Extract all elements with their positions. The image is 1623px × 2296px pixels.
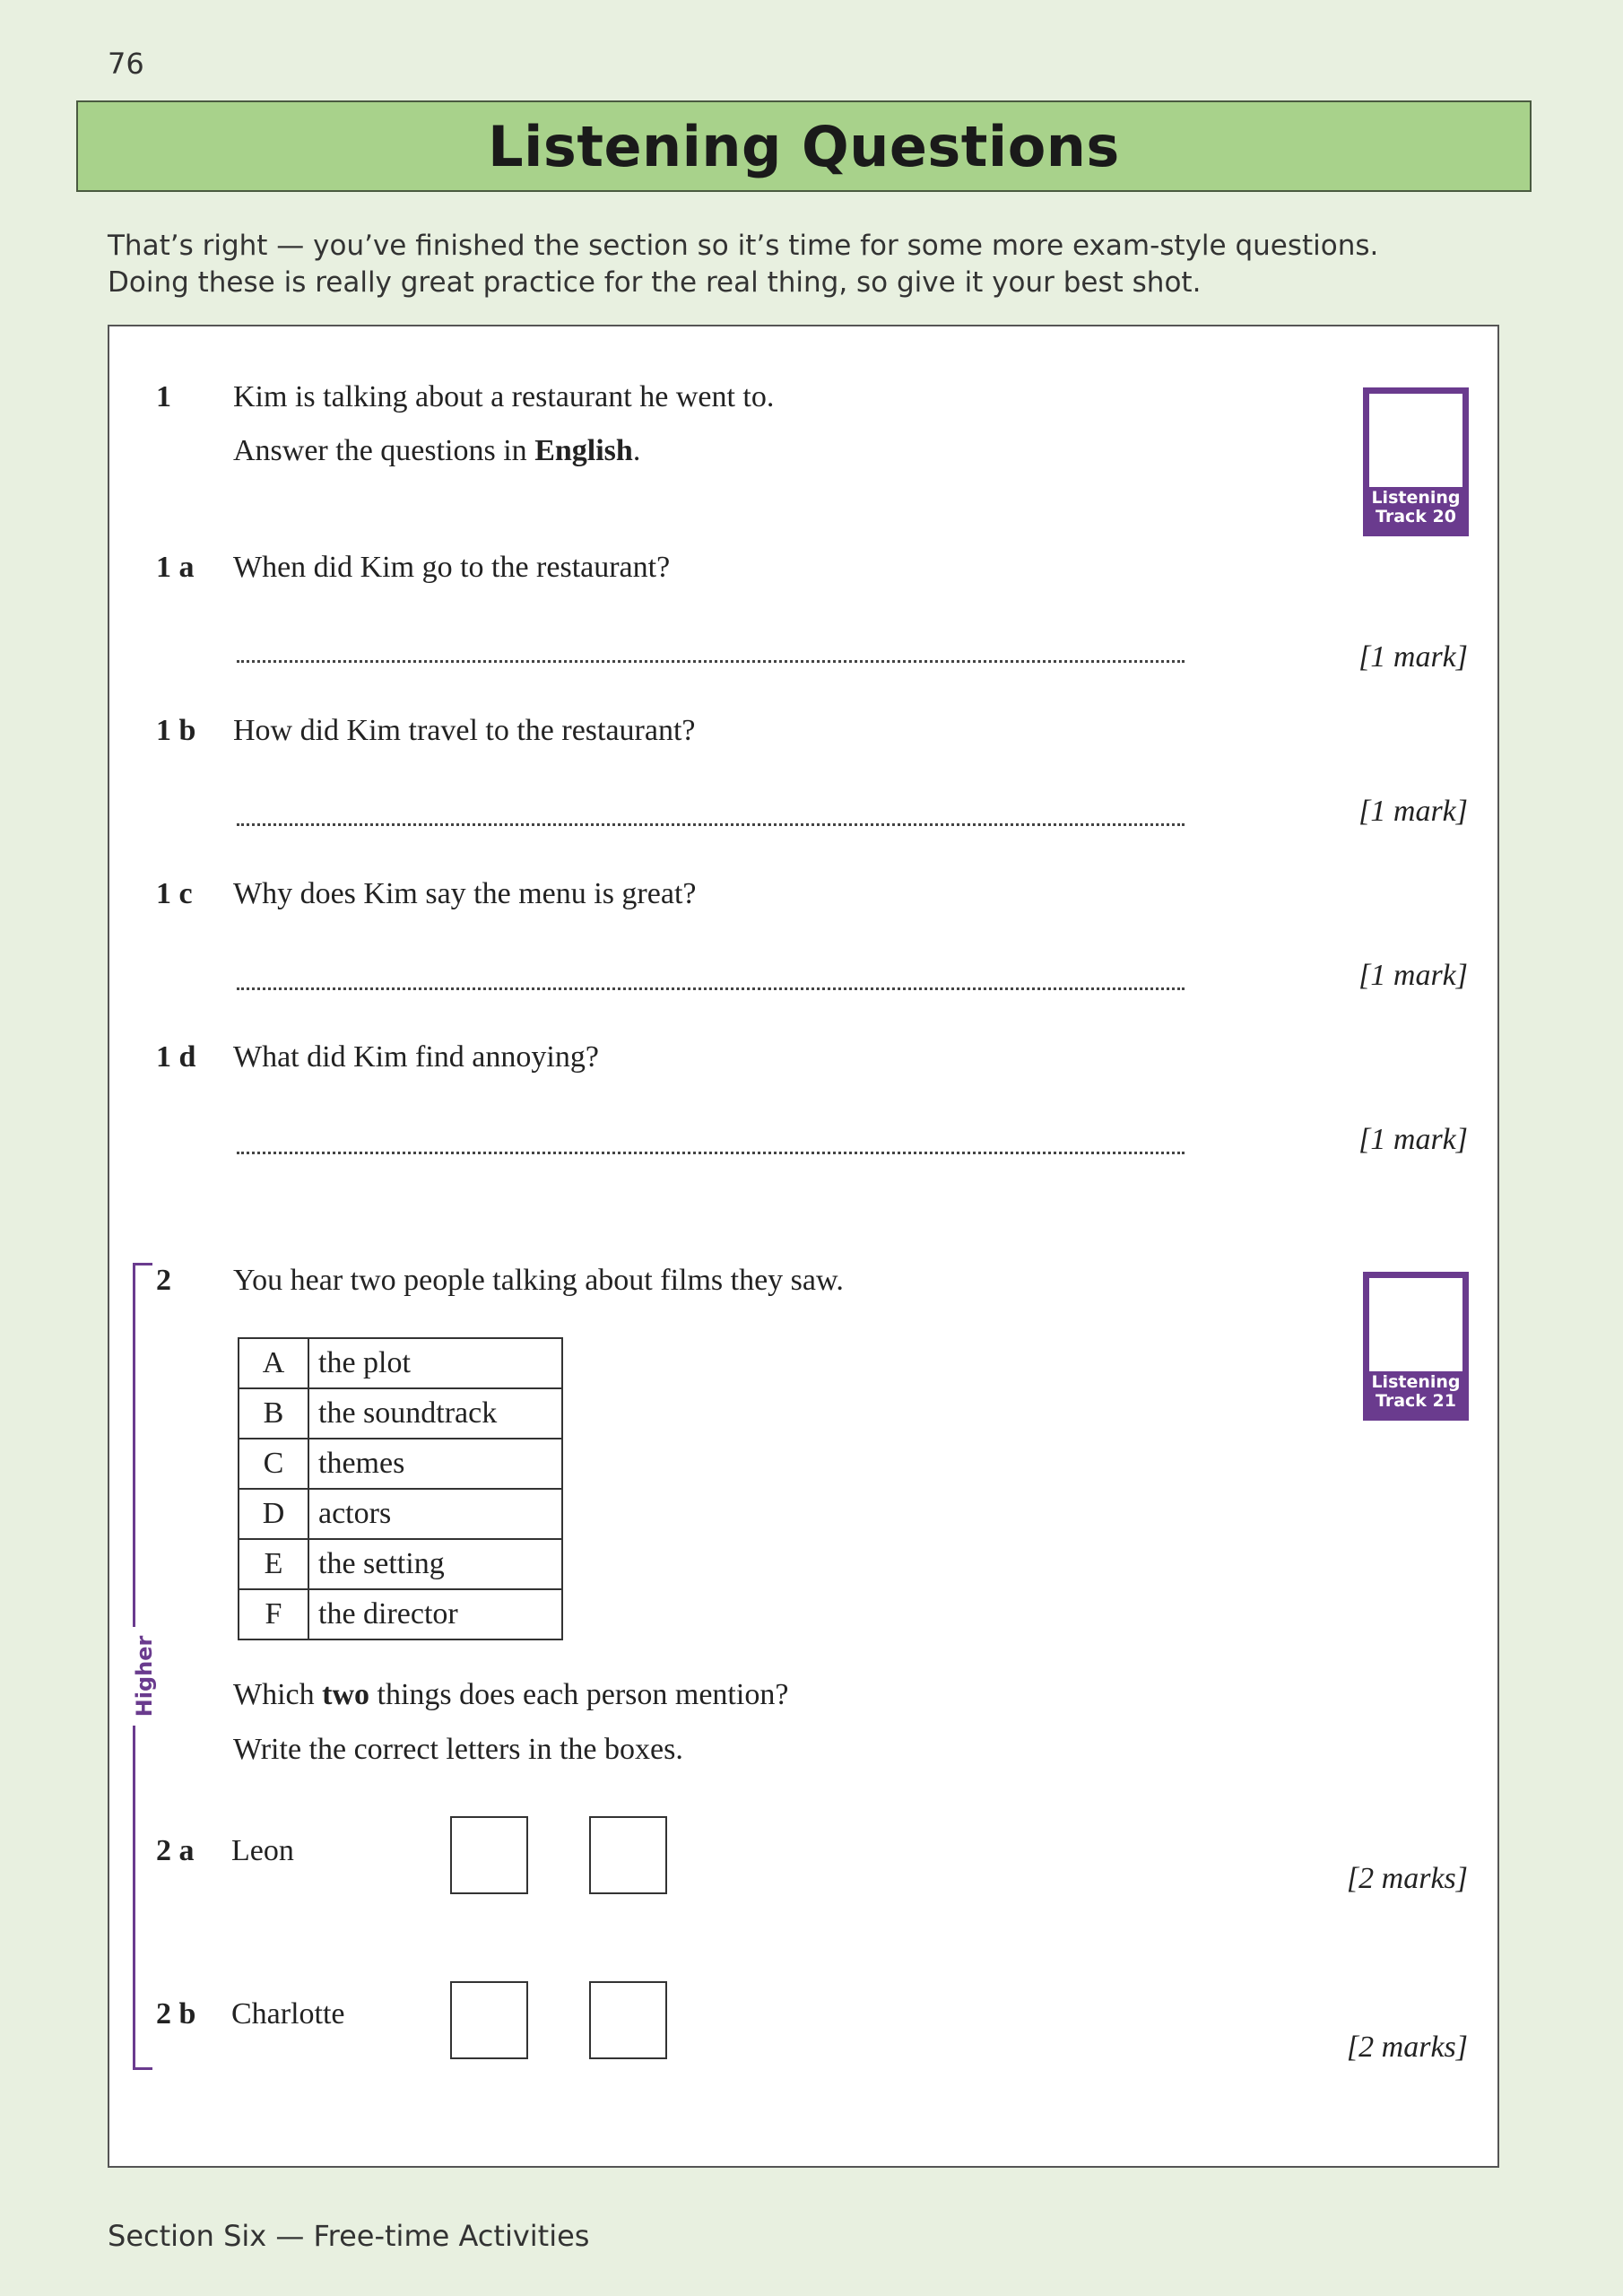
question-box (108, 325, 1499, 2168)
track-21-label-1: Listening (1371, 1372, 1461, 1392)
q2a-number: 2 a (156, 1834, 195, 1867)
option-text: themes (308, 1439, 562, 1489)
table-row (239, 1589, 562, 1639)
listening-track-21-icon[interactable] (1363, 1272, 1469, 1421)
track-21-label-2: Track 21 (1375, 1391, 1457, 1411)
table-row (239, 1338, 562, 1388)
table-row (239, 1539, 562, 1589)
q2-number: 2 (156, 1264, 171, 1297)
listening-track-20-icon[interactable] (1363, 387, 1469, 536)
option-letter: D (239, 1489, 308, 1539)
option-text: actors (308, 1489, 562, 1539)
q2a-mark: [2 marks] (1346, 1862, 1468, 1895)
page-title: Listening Questions (488, 113, 1120, 179)
option-text: the director (308, 1589, 562, 1639)
table-row (239, 1439, 562, 1489)
q1c-answer-line[interactable] (237, 987, 1185, 990)
q1a-answer-line[interactable] (237, 660, 1185, 663)
q1b-number: 1 b (156, 714, 196, 747)
intro-line-2: Doing these is really great practice for the real thing, so give it your best shot. (108, 266, 1202, 299)
intro-line-1: That’s right — you’ve finished the section so it’s time for some more exam-style questions. (108, 230, 1379, 262)
option-letter: B (239, 1388, 308, 1439)
q2-text: You hear two people talking about films they saw. (233, 1264, 844, 1297)
option-letter: C (239, 1439, 308, 1489)
q1a-text: When did Kim go to the restaurant? (233, 551, 671, 584)
title-banner (76, 100, 1532, 192)
q2a-name: Leon (231, 1834, 294, 1867)
track-20-label-1: Listening (1371, 488, 1461, 508)
q2-instruction-bold: two (322, 1678, 370, 1711)
option-letter: E (239, 1539, 308, 1589)
q1-instruction: Answer the questions in English. (233, 434, 641, 467)
q1b-text: How did Kim travel to the restaurant? (233, 714, 696, 747)
track-20-label-2: Track 20 (1375, 507, 1457, 526)
table-row (239, 1388, 562, 1439)
intro-text (108, 228, 1378, 301)
q1d-mark: [1 mark] (1358, 1123, 1468, 1156)
q1a-number: 1 a (156, 551, 195, 584)
page-number: 76 (108, 47, 144, 81)
q1d-text: What did Kim find annoying? (233, 1040, 599, 1074)
option-text: the soundtrack (308, 1388, 562, 1439)
q1a-mark: [1 mark] (1358, 640, 1468, 674)
option-letter: A (239, 1338, 308, 1388)
q2b-answer-box-1[interactable] (450, 1981, 528, 2059)
q2b-answer-box-2[interactable] (589, 1981, 667, 2059)
q1-text: Kim is talking about a restaurant he went to. (233, 380, 775, 413)
option-text: the plot (308, 1338, 562, 1388)
option-text: the setting (308, 1539, 562, 1589)
q2b-mark: [2 marks] (1346, 2031, 1468, 2064)
q1-instruction-bold: English (534, 434, 633, 467)
q2-instruction-1: Which two things does each person mention? (233, 1678, 789, 1711)
option-letter: F (239, 1589, 308, 1639)
options-table (238, 1337, 563, 1640)
table-row (239, 1489, 562, 1539)
q2-instruction-2: Write the correct letters in the boxes. (233, 1733, 683, 1766)
q1d-number: 1 d (156, 1040, 196, 1074)
higher-label: Higher (132, 1627, 159, 1726)
q1b-mark: [1 mark] (1358, 795, 1468, 828)
q1b-answer-line[interactable] (237, 823, 1185, 826)
q1d-answer-line[interactable] (237, 1152, 1185, 1154)
q2a-answer-box-1[interactable] (450, 1816, 528, 1894)
q1-number: 1 (156, 380, 171, 413)
q2b-number: 2 b (156, 1997, 196, 2031)
q1c-number: 1 c (156, 877, 193, 910)
q2b-name: Charlotte (231, 1997, 345, 2031)
q1c-mark: [1 mark] (1358, 959, 1468, 992)
footer: Section Six — Free-time Activities (108, 2219, 590, 2253)
q2a-answer-box-2[interactable] (589, 1816, 667, 1894)
q1c-text: Why does Kim say the menu is great? (233, 877, 697, 910)
